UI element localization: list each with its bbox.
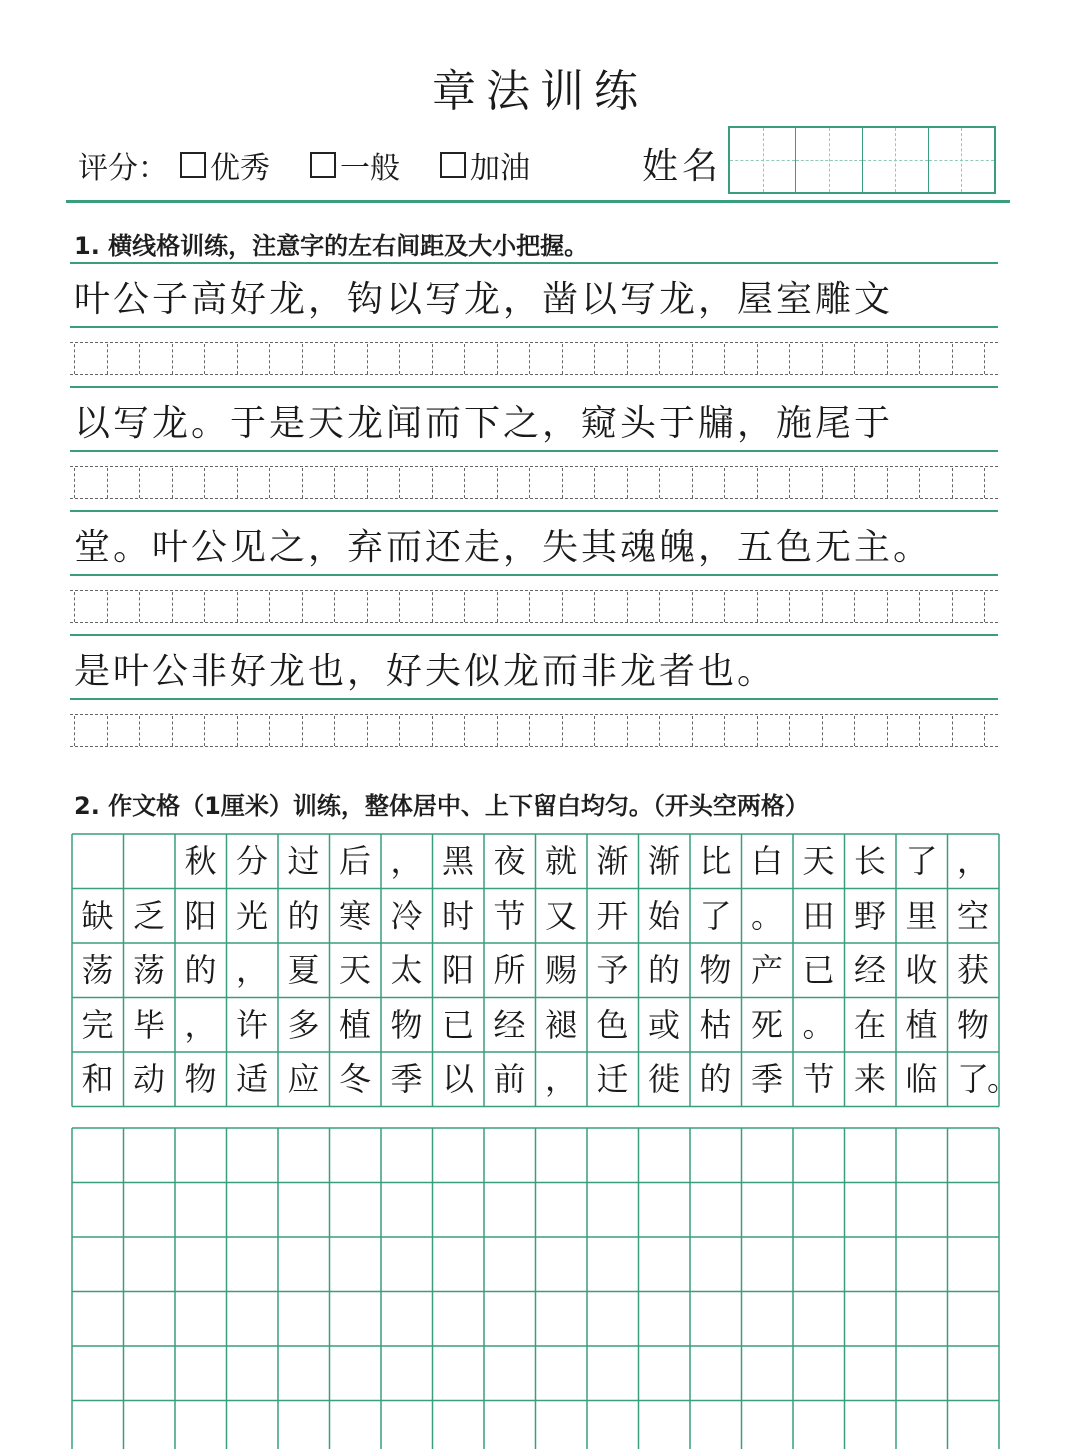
grid-cell-char: 或 bbox=[639, 1000, 690, 1051]
grid-cell-char: 缺 bbox=[72, 891, 123, 942]
grid-cell-char: 阳 bbox=[175, 891, 226, 942]
grid-cell-char: 冷 bbox=[381, 891, 432, 942]
empty-writing-cell[interactable] bbox=[639, 1401, 691, 1455]
empty-writing-cell[interactable] bbox=[175, 1183, 227, 1238]
grid-cell-char: 在 bbox=[845, 1000, 896, 1051]
grid-cell-char: 了 bbox=[896, 836, 947, 887]
empty-writing-cell[interactable] bbox=[742, 1401, 794, 1455]
grid-cell-char: 所 bbox=[484, 945, 535, 996]
grid-cell-char: 比 bbox=[690, 836, 741, 887]
grid-cell-char: 夏 bbox=[278, 945, 329, 996]
grid-cell-char: 季 bbox=[381, 1054, 432, 1105]
empty-writing-cell[interactable] bbox=[536, 1346, 588, 1401]
grid-cell-char: 渐 bbox=[639, 836, 690, 887]
grid-cell-char: 的 bbox=[690, 1054, 741, 1105]
empty-writing-cell[interactable] bbox=[742, 1128, 794, 1183]
grid-cell-char: 节 bbox=[793, 1054, 844, 1105]
grid-cell-char: 空 bbox=[948, 891, 999, 942]
empty-writing-cell[interactable] bbox=[433, 1128, 485, 1183]
empty-writing-cell[interactable] bbox=[381, 1292, 433, 1347]
empty-writing-cell[interactable] bbox=[845, 1401, 897, 1455]
section1-heading: 1. 横线格训练，注意字的左右间距及大小把握。 bbox=[74, 226, 588, 261]
grid-cell-char: 以 bbox=[433, 1054, 484, 1105]
empty-writing-cell[interactable] bbox=[793, 1128, 845, 1183]
grid-cell-char: 物 bbox=[175, 1054, 226, 1105]
grid-cell-char: 开 bbox=[587, 891, 638, 942]
empty-writing-cell[interactable] bbox=[175, 1292, 227, 1347]
grid-cell-char: 了 bbox=[690, 891, 741, 942]
grid-cell-char: 徙 bbox=[639, 1054, 690, 1105]
empty-writing-cell[interactable] bbox=[793, 1346, 845, 1401]
empty-writing-cell[interactable] bbox=[278, 1237, 330, 1292]
empty-writing-cell[interactable] bbox=[278, 1346, 330, 1401]
empty-writing-cell[interactable] bbox=[484, 1237, 536, 1292]
empty-writing-cell[interactable] bbox=[587, 1183, 639, 1238]
empty-writing-cell[interactable] bbox=[742, 1237, 794, 1292]
grid-cell-char: 长 bbox=[845, 836, 896, 887]
grid-cell-char: 秋 bbox=[175, 836, 226, 887]
empty-writing-cell[interactable] bbox=[948, 1128, 1000, 1183]
empty-writing-cell[interactable] bbox=[896, 1292, 948, 1347]
grid-cell-char bbox=[72, 836, 123, 887]
empty-writing-cell[interactable] bbox=[278, 1401, 330, 1455]
grid-cell-char: 里 bbox=[896, 891, 947, 942]
empty-writing-cell[interactable] bbox=[742, 1292, 794, 1347]
rating-option-label: 加油 bbox=[470, 143, 530, 187]
empty-writing-cell[interactable] bbox=[175, 1237, 227, 1292]
empty-writing-cell[interactable] bbox=[330, 1292, 382, 1347]
empty-writing-cell[interactable] bbox=[896, 1237, 948, 1292]
grid-cell-char: 夜 bbox=[484, 836, 535, 887]
empty-writing-cell[interactable] bbox=[690, 1401, 742, 1455]
grid-cell-char: 黑 bbox=[433, 836, 484, 887]
grid-cell-char: 植 bbox=[896, 1000, 947, 1051]
grid-cell-char: 渐 bbox=[587, 836, 638, 887]
empty-writing-cell[interactable] bbox=[793, 1401, 845, 1455]
empty-writing-cell[interactable] bbox=[948, 1237, 1000, 1292]
empty-writing-cell[interactable] bbox=[124, 1346, 176, 1401]
empty-writing-cell[interactable] bbox=[227, 1292, 279, 1347]
page-title: 章法训练 bbox=[0, 55, 1080, 119]
empty-writing-cell[interactable] bbox=[536, 1292, 588, 1347]
empty-writing-cell[interactable] bbox=[536, 1128, 588, 1183]
grid-cell-char: ， bbox=[948, 836, 999, 887]
empty-writing-cell[interactable] bbox=[948, 1292, 1000, 1347]
empty-writing-cell[interactable] bbox=[227, 1237, 279, 1292]
grid-cell-char: 完 bbox=[72, 1000, 123, 1051]
practice-text-line: 以写龙。于是天龙闻而下之，窥头于牖，施尾于 bbox=[74, 388, 893, 452]
grid-cell-char: 予 bbox=[587, 945, 638, 996]
empty-writing-cell[interactable] bbox=[124, 1401, 176, 1455]
empty-writing-cell[interactable] bbox=[433, 1401, 485, 1455]
rating-label: 评分： bbox=[78, 143, 168, 187]
grid-cell-char: 物 bbox=[690, 945, 741, 996]
practice-text-line: 叶公子高好龙，钩以写龙，凿以写龙，屋室雕文 bbox=[74, 264, 893, 328]
empty-writing-cell[interactable] bbox=[330, 1128, 382, 1183]
empty-writing-cell[interactable] bbox=[536, 1183, 588, 1238]
grid-cell-char: 田 bbox=[793, 891, 844, 942]
empty-writing-cell[interactable] bbox=[845, 1237, 897, 1292]
practice-text-line: 是叶公非好龙也，好夫似龙而非龙者也。 bbox=[74, 636, 776, 700]
practice-text-line: 堂。叶公见之，弃而还走，失其魂魄，五色无主。 bbox=[74, 512, 932, 576]
empty-writing-cell[interactable] bbox=[381, 1128, 433, 1183]
empty-writing-cell[interactable] bbox=[72, 1237, 124, 1292]
empty-writing-cell[interactable] bbox=[484, 1292, 536, 1347]
empty-writing-cell[interactable] bbox=[948, 1346, 1000, 1401]
grid-cell-char: 前 bbox=[484, 1054, 535, 1105]
grid-cell-char: 适 bbox=[227, 1054, 278, 1105]
grid-cell-char: 死 bbox=[742, 1000, 793, 1051]
overflow-period: 。 bbox=[987, 1054, 1017, 1105]
empty-writing-cell[interactable] bbox=[381, 1401, 433, 1455]
empty-writing-cell[interactable] bbox=[72, 1183, 124, 1238]
grid-cell-char: 收 bbox=[896, 945, 947, 996]
empty-writing-cell[interactable] bbox=[124, 1183, 176, 1238]
empty-writing-cell[interactable] bbox=[690, 1128, 742, 1183]
empty-writing-cell[interactable] bbox=[227, 1128, 279, 1183]
grid-cell-char: 物 bbox=[381, 1000, 432, 1051]
empty-writing-cell[interactable] bbox=[484, 1183, 536, 1238]
empty-writing-cell[interactable] bbox=[536, 1237, 588, 1292]
grid-cell-char: 阳 bbox=[433, 945, 484, 996]
empty-writing-cell[interactable] bbox=[484, 1346, 536, 1401]
grid-cell-char: 物 bbox=[948, 1000, 999, 1051]
grid-cell-char: 多 bbox=[278, 1000, 329, 1051]
grid-cell-char: 色 bbox=[587, 1000, 638, 1051]
grid-cell-char: 季 bbox=[742, 1054, 793, 1105]
empty-writing-cell[interactable] bbox=[845, 1292, 897, 1347]
grid-cell-char: ， bbox=[381, 836, 432, 887]
empty-writing-cell[interactable] bbox=[484, 1401, 536, 1455]
empty-writing-cell[interactable] bbox=[72, 1346, 124, 1401]
grid-cell-char: 光 bbox=[227, 891, 278, 942]
empty-writing-cell[interactable] bbox=[845, 1128, 897, 1183]
empty-writing-cell[interactable] bbox=[175, 1346, 227, 1401]
empty-writing-cell[interactable] bbox=[896, 1128, 948, 1183]
grid-cell-char: 。 bbox=[793, 1000, 844, 1051]
grid-cell-char: 临 bbox=[896, 1054, 947, 1105]
empty-writing-cell[interactable] bbox=[639, 1128, 691, 1183]
grid-cell-char: 赐 bbox=[536, 945, 587, 996]
empty-writing-cell[interactable] bbox=[330, 1346, 382, 1401]
grid-cell-char: 天 bbox=[330, 945, 381, 996]
rating-option-label: 一般 bbox=[340, 143, 400, 187]
grid-cell-char: 动 bbox=[124, 1054, 175, 1105]
grid-cell-char: 褪 bbox=[536, 1000, 587, 1051]
grid-cell-char: 的 bbox=[175, 945, 226, 996]
empty-writing-cell[interactable] bbox=[845, 1346, 897, 1401]
empty-writing-cell[interactable] bbox=[330, 1237, 382, 1292]
grid-cell-char: 太 bbox=[381, 945, 432, 996]
empty-writing-cell[interactable] bbox=[793, 1292, 845, 1347]
empty-writing-cell[interactable] bbox=[690, 1183, 742, 1238]
empty-writing-cell[interactable] bbox=[587, 1237, 639, 1292]
grid-cell-char: 。 bbox=[742, 891, 793, 942]
empty-writing-cell[interactable] bbox=[536, 1401, 588, 1455]
empty-writing-cell[interactable] bbox=[690, 1346, 742, 1401]
empty-writing-cell[interactable] bbox=[587, 1292, 639, 1347]
empty-writing-cell[interactable] bbox=[381, 1346, 433, 1401]
name-label: 姓名 bbox=[642, 138, 722, 189]
empty-writing-cell[interactable] bbox=[227, 1401, 279, 1455]
grid-cell-char: 已 bbox=[433, 1000, 484, 1051]
grid-cell-char: 寒 bbox=[330, 891, 381, 942]
empty-writing-cell[interactable] bbox=[278, 1292, 330, 1347]
grid-cell-char: 白 bbox=[742, 836, 793, 887]
grid-cell-char: ， bbox=[227, 945, 278, 996]
grid-cell-char: 过 bbox=[278, 836, 329, 887]
empty-writing-cell[interactable] bbox=[278, 1128, 330, 1183]
grid-cell-char: 时 bbox=[433, 891, 484, 942]
grid-cell-char: 枯 bbox=[690, 1000, 741, 1051]
empty-writing-cell[interactable] bbox=[742, 1346, 794, 1401]
grid-cell-char: 迁 bbox=[587, 1054, 638, 1105]
empty-writing-cell[interactable] bbox=[742, 1183, 794, 1238]
grid-cell-char: 毕 bbox=[124, 1000, 175, 1051]
empty-writing-cell[interactable] bbox=[72, 1401, 124, 1455]
empty-writing-cell[interactable] bbox=[639, 1346, 691, 1401]
empty-writing-cell[interactable] bbox=[227, 1183, 279, 1238]
empty-writing-cell[interactable] bbox=[639, 1237, 691, 1292]
grid-cell-char: 产 bbox=[742, 945, 793, 996]
grid-cell-char: 荡 bbox=[72, 945, 123, 996]
grid-cell-char: 冬 bbox=[330, 1054, 381, 1105]
grid-cell-char: 的 bbox=[639, 945, 690, 996]
grid-cell-char: 获 bbox=[948, 945, 999, 996]
empty-writing-cell[interactable] bbox=[124, 1237, 176, 1292]
grid-cell-char: 应 bbox=[278, 1054, 329, 1105]
empty-writing-cell[interactable] bbox=[587, 1401, 639, 1455]
empty-writing-cell[interactable] bbox=[948, 1183, 1000, 1238]
grid-cell-char: 经 bbox=[484, 1000, 535, 1051]
grid-cell-char: 天 bbox=[793, 836, 844, 887]
empty-writing-cell[interactable] bbox=[433, 1183, 485, 1238]
empty-writing-cell[interactable] bbox=[484, 1128, 536, 1183]
empty-writing-cell[interactable] bbox=[381, 1237, 433, 1292]
grid-cell-char: 又 bbox=[536, 891, 587, 942]
grid-cell-char: 荡 bbox=[124, 945, 175, 996]
empty-writing-cell[interactable] bbox=[72, 1128, 124, 1183]
empty-writing-cell[interactable] bbox=[690, 1292, 742, 1347]
empty-writing-cell[interactable] bbox=[381, 1183, 433, 1238]
grid-cell-char: 后 bbox=[330, 836, 381, 887]
empty-writing-cell[interactable] bbox=[948, 1401, 1000, 1455]
empty-writing-cell[interactable] bbox=[587, 1346, 639, 1401]
grid-cell-char: 已 bbox=[793, 945, 844, 996]
grid-cell-char: 的 bbox=[278, 891, 329, 942]
grid-cell-char: 了 bbox=[948, 1054, 999, 1105]
empty-writing-cell[interactable] bbox=[72, 1292, 124, 1347]
section2-heading: 2. 作文格（1厘米）训练，整体居中、上下留白均匀。（开头空两格） bbox=[74, 786, 809, 821]
empty-writing-cell[interactable] bbox=[433, 1292, 485, 1347]
empty-writing-cell[interactable] bbox=[896, 1346, 948, 1401]
grid-cell-char: 乏 bbox=[124, 891, 175, 942]
grid-cell-char: ， bbox=[175, 1000, 226, 1051]
grid-cell-char: ， bbox=[536, 1054, 587, 1105]
empty-writing-cell[interactable] bbox=[175, 1401, 227, 1455]
empty-writing-cell[interactable] bbox=[433, 1346, 485, 1401]
grid-cell-char: 野 bbox=[845, 891, 896, 942]
grid-cell-char: 始 bbox=[639, 891, 690, 942]
empty-writing-cell[interactable] bbox=[278, 1183, 330, 1238]
grid-cell-char: 分 bbox=[227, 836, 278, 887]
grid-cell-char: 来 bbox=[845, 1054, 896, 1105]
empty-writing-cell[interactable] bbox=[639, 1292, 691, 1347]
empty-writing-cell[interactable] bbox=[639, 1183, 691, 1238]
empty-writing-cell[interactable] bbox=[330, 1401, 382, 1455]
grid-cell-char: 和 bbox=[72, 1054, 123, 1105]
empty-writing-cell[interactable] bbox=[896, 1401, 948, 1455]
empty-writing-cell[interactable] bbox=[227, 1346, 279, 1401]
empty-writing-cell[interactable] bbox=[896, 1183, 948, 1238]
grid-cell-char: 节 bbox=[484, 891, 535, 942]
empty-writing-cell[interactable] bbox=[124, 1128, 176, 1183]
grid-cell-char bbox=[124, 836, 175, 887]
grid-cell-char: 就 bbox=[536, 836, 587, 887]
grid-cell-char: 植 bbox=[330, 1000, 381, 1051]
empty-writing-cell[interactable] bbox=[124, 1292, 176, 1347]
empty-writing-cell[interactable] bbox=[330, 1183, 382, 1238]
grid-cell-char: 经 bbox=[845, 945, 896, 996]
empty-writing-cell[interactable] bbox=[845, 1183, 897, 1238]
empty-writing-cell[interactable] bbox=[433, 1237, 485, 1292]
empty-writing-cell[interactable] bbox=[690, 1237, 742, 1292]
empty-writing-cell[interactable] bbox=[175, 1128, 227, 1183]
empty-writing-cell[interactable] bbox=[793, 1183, 845, 1238]
empty-writing-cell[interactable] bbox=[587, 1128, 639, 1183]
empty-writing-cell[interactable] bbox=[793, 1237, 845, 1292]
rating-option-label: 优秀 bbox=[210, 143, 270, 187]
grid-cell-char: 许 bbox=[227, 1000, 278, 1051]
